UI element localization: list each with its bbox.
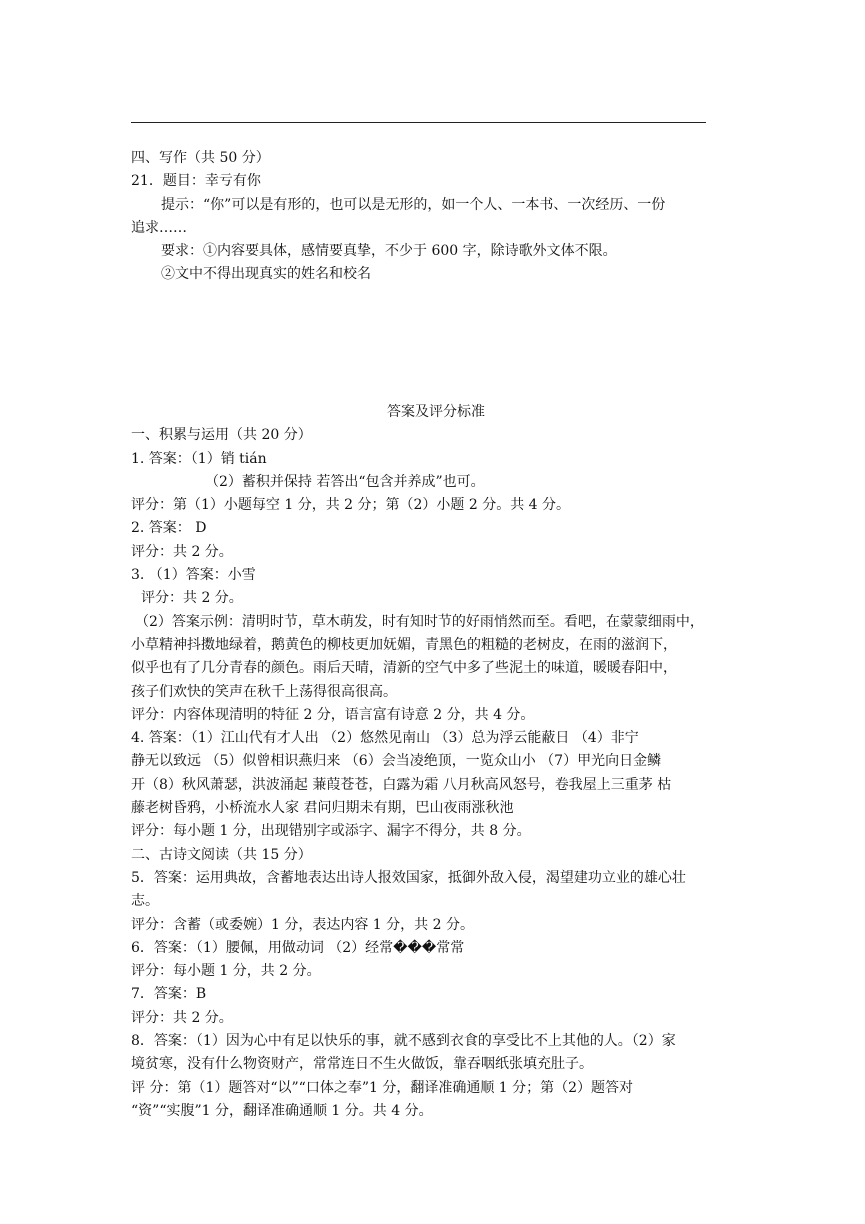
- requirement-line-2: ②文中不得出现真实的姓名和校名: [161, 266, 371, 283]
- answer-line: 一、积累与运用（共 20 分）: [131, 427, 312, 444]
- answer-line: 8．答案：（1）因为心中有足以快乐的事，就不感到衣食的享受比不上其他的人。（2）家: [131, 1033, 676, 1050]
- answer-line: 评分：共 2 分。: [131, 543, 233, 560]
- hint-line-1: 提示：“你”可以是有形的，也可以是无形的，如一个人、一本书、一次经历、一份: [161, 196, 666, 213]
- answer-line: 藤老树昏鸦，小桥流水人家 君问归期未有期，巴山夜雨涨秋池: [131, 800, 514, 817]
- requirement-line-1: 要求：①内容要具体，感情要真挚，不少于 600 字，除诗歌外文体不限。: [161, 243, 617, 260]
- answer-line: 1. 答案：（1）销 tián: [131, 450, 267, 467]
- answer-line: 评分：内容体现清明的特征 2 分，语言富有诗意 2 分，共 4 分。: [131, 706, 535, 723]
- answer-line: 5．答案：运用典故，含蓄地表达出诗人报效国家，抵御外敌入侵，渴望建功立业的雄心壮: [131, 869, 686, 886]
- answer-line: 3. （1）答案：小雪: [131, 567, 256, 584]
- answer-line: 境贫寒，没有什么物资财产，常常连日不生火做饭，靠吞咽纸张填充肚子。: [131, 1056, 593, 1073]
- answer-line: 似乎也有了几分青春的颜色。雨后天晴，清新的空气中多了些泥土的味道，暖暖春阳中，: [131, 660, 677, 677]
- hint-line-2: 追求……: [131, 219, 187, 236]
- question-title: 21．题目：幸亏有你: [131, 173, 261, 190]
- answer-line: “资”“实腹”1 分，翻译准确通顺 1 分。共 4 分。: [131, 1102, 433, 1119]
- answer-line: 评分：共 2 分。: [131, 1009, 233, 1026]
- answer-line: 静无以致远 （5）似曾相识燕归来 （6）会当凌绝顶，一览众山小 （7）甲光向日金鳞: [131, 753, 662, 770]
- answer-key-title: 答案及评分标准: [387, 404, 485, 420]
- answer-line: 评分：含蓄（或委婉）1 分，表达内容 1 分，共 2 分。: [131, 916, 474, 933]
- answer-line: 小草精神抖擞地绿着，鹅黄色的柳枝更加妩媚，青黑色的粗糙的老树皮，在雨的滋润下，: [131, 636, 677, 653]
- answer-key-section: [131, 401, 741, 1123]
- answer-line: （2）答案示例：清明时节，草木萌发，时有知时节的好雨悄然而至。看吧，在蒙蒙细雨中，: [135, 613, 704, 630]
- answer-line: 评分：每小题 1 分，共 2 分。: [131, 963, 321, 980]
- answer-line: 孩子们欢快的笑声在秋千上荡得很高很高。: [131, 683, 397, 700]
- answer-line: 4. 答案：（1）江山代有才人出 （2）悠然见南山 （3）总为浮云能蔽日 （4）非宁: [131, 730, 639, 747]
- answer-line: 2. 答案： D: [131, 520, 207, 537]
- header-rule: [131, 122, 706, 123]
- answer-line: 6．答案：（1）腰佩，用做动词 （2）经常���常常: [131, 939, 465, 956]
- answer-line: 评 分：第（1）题答对“以”“口体之奉”1 分，翻译准确通顺 1 分；第（2）题答对: [131, 1079, 634, 1096]
- answer-line: 评分：第（1）小题每空 1 分，共 2 分；第（2）小题 2 分。共 4 分。: [131, 497, 571, 514]
- answer-line: 评分：每小题 1 分，出现错别字或添字、漏字不得分，共 8 分。: [131, 823, 531, 840]
- answer-line: 开（8）秋风萧瑟，洪波涌起 蒹葭苍苍，白露为霜 八月秋高风怒号，卷我屋上三重茅 枯: [131, 776, 672, 793]
- section-heading: 四、写作（共 50 分）: [131, 150, 270, 166]
- answer-line: 志。: [131, 893, 159, 910]
- answer-line: 二、古诗文阅读（共 15 分）: [131, 846, 312, 863]
- answer-line: 评分：共 2 分。: [141, 590, 243, 607]
- answer-line: 7．答案：B: [131, 986, 207, 1003]
- writing-section: [131, 147, 741, 287]
- answer-line: （2）蓄积并保持 若答出“包含并养成”也可。: [205, 473, 485, 490]
